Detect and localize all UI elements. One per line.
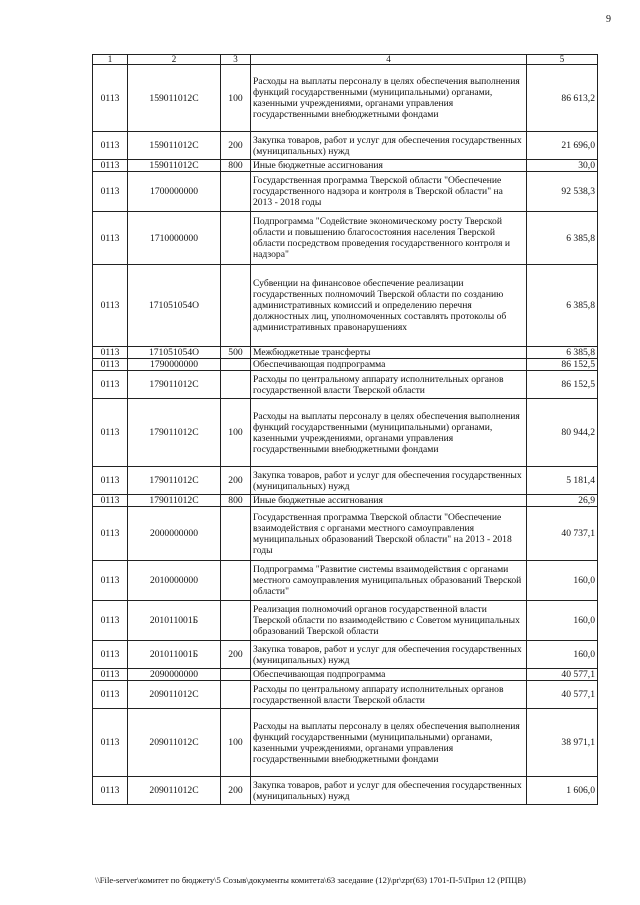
cell-target-code: 201011001Б bbox=[128, 601, 221, 641]
table-row bbox=[93, 467, 598, 495]
budget-table bbox=[92, 54, 598, 805]
cell-target-code: 171051054О bbox=[128, 265, 221, 347]
cell-section: 0113 bbox=[93, 495, 128, 507]
table-row bbox=[93, 507, 598, 561]
cell-section: 0113 bbox=[93, 265, 128, 347]
cell-amount: 92 538,3 bbox=[527, 172, 598, 212]
header-col-5: 5 bbox=[527, 55, 598, 65]
cell-target-code: 179011012С bbox=[128, 371, 221, 399]
cell-section: 0113 bbox=[93, 212, 128, 265]
cell-amount: 86 152,5 bbox=[527, 359, 598, 371]
table-row bbox=[93, 709, 598, 777]
cell-amount: 5 181,4 bbox=[527, 467, 598, 495]
cell-section: 0113 bbox=[93, 507, 128, 561]
cell-name: Межбюджетные трансферты bbox=[251, 347, 527, 359]
table-row bbox=[93, 495, 598, 507]
cell-section: 0113 bbox=[93, 399, 128, 467]
header-col-2: 2 bbox=[128, 55, 221, 65]
cell-name: Закупка товаров, работ и услуг для обеспечения государственных (муниципальных) нужд bbox=[251, 641, 527, 669]
table-row bbox=[93, 669, 598, 681]
cell-amount: 160,0 bbox=[527, 641, 598, 669]
cell-name: Подпрограмма "Содействие экономическому росту Тверской области и повышению благосостояния населения Тверской области посредством проведения государственного контроля и надзора" bbox=[251, 212, 527, 265]
cell-target-code: 159011012С bbox=[128, 132, 221, 160]
cell-expense-type bbox=[221, 681, 251, 709]
cell-expense-type: 800 bbox=[221, 495, 251, 507]
cell-section: 0113 bbox=[93, 601, 128, 641]
header-col-3: 3 bbox=[221, 55, 251, 65]
cell-section: 0113 bbox=[93, 132, 128, 160]
cell-name: Расходы по центральному аппарату исполнительных органов государственной власти Тверской области bbox=[251, 371, 527, 399]
cell-expense-type bbox=[221, 172, 251, 212]
cell-target-code: 209011012С bbox=[128, 709, 221, 777]
cell-amount: 40 577,1 bbox=[527, 681, 598, 709]
cell-name: Расходы по центральному аппарату исполнительных органов государственной власти Тверской области bbox=[251, 681, 527, 709]
cell-section: 0113 bbox=[93, 777, 128, 805]
cell-amount: 6 385,8 bbox=[527, 347, 598, 359]
cell-amount: 86 152,5 bbox=[527, 371, 598, 399]
table-row bbox=[93, 371, 598, 399]
table-row bbox=[93, 681, 598, 709]
cell-name: Государственная программа Тверской области "Обеспечение государственного надзора и контроля в Тверской области" на 2013 - 2018 годы bbox=[251, 172, 527, 212]
cell-expense-type bbox=[221, 601, 251, 641]
cell-expense-type: 500 bbox=[221, 347, 251, 359]
cell-expense-type bbox=[221, 507, 251, 561]
cell-amount: 6 385,8 bbox=[527, 212, 598, 265]
cell-section: 0113 bbox=[93, 641, 128, 669]
cell-target-code: 159011012С bbox=[128, 65, 221, 132]
cell-expense-type: 100 bbox=[221, 65, 251, 132]
table-row bbox=[93, 347, 598, 359]
cell-target-code: 1710000000 bbox=[128, 212, 221, 265]
cell-target-code: 1790000000 bbox=[128, 359, 221, 371]
cell-target-code: 2000000000 bbox=[128, 507, 221, 561]
cell-target-code: 159011012С bbox=[128, 160, 221, 172]
cell-section: 0113 bbox=[93, 359, 128, 371]
table-row bbox=[93, 641, 598, 669]
table-row bbox=[93, 160, 598, 172]
table-row bbox=[93, 212, 598, 265]
table-row bbox=[93, 399, 598, 467]
cell-expense-type bbox=[221, 669, 251, 681]
cell-expense-type bbox=[221, 371, 251, 399]
cell-expense-type: 200 bbox=[221, 641, 251, 669]
cell-section: 0113 bbox=[93, 709, 128, 777]
cell-amount: 6 385,8 bbox=[527, 265, 598, 347]
cell-amount: 21 696,0 bbox=[527, 132, 598, 160]
cell-amount: 160,0 bbox=[527, 561, 598, 601]
cell-target-code: 2090000000 bbox=[128, 669, 221, 681]
cell-name: Подпрограмма "Развитие системы взаимодействия с органами местного самоуправления муниципальных образований Тверской области" bbox=[251, 561, 527, 601]
table-row bbox=[93, 132, 598, 160]
cell-section: 0113 bbox=[93, 172, 128, 212]
table-row bbox=[93, 777, 598, 805]
table-row bbox=[93, 172, 598, 212]
cell-amount: 1 606,0 bbox=[527, 777, 598, 805]
cell-amount: 38 971,1 bbox=[527, 709, 598, 777]
cell-amount: 40 737,1 bbox=[527, 507, 598, 561]
cell-name: Иные бюджетные ассигнования bbox=[251, 160, 527, 172]
cell-name: Реализация полномочий органов государственной власти Тверской области по взаимодействию с Советом муниципальных образований Тверской области bbox=[251, 601, 527, 641]
cell-section: 0113 bbox=[93, 160, 128, 172]
cell-target-code: 179011012С bbox=[128, 399, 221, 467]
cell-target-code: 201011001Б bbox=[128, 641, 221, 669]
cell-section: 0113 bbox=[93, 371, 128, 399]
cell-section: 0113 bbox=[93, 467, 128, 495]
cell-section: 0113 bbox=[93, 681, 128, 709]
cell-name: Закупка товаров, работ и услуг для обеспечения государственных (муниципальных) нужд bbox=[251, 132, 527, 160]
page-number: 9 bbox=[606, 14, 611, 25]
cell-name: Государственная программа Тверской области "Обеспечение взаимодействия с органами местного самоуправления муниципальных образований Тверской области" на 2013 - 2018 годы bbox=[251, 507, 527, 561]
cell-target-code: 179011012С bbox=[128, 467, 221, 495]
cell-name: Расходы на выплаты персоналу в целях обеспечения выполнения функций государственными (муниципальными) органами, казенными учреждениями, органами управления государственными внебюджетными фондами bbox=[251, 709, 527, 777]
cell-expense-type bbox=[221, 561, 251, 601]
cell-name: Обеспечивающая подпрограмма bbox=[251, 669, 527, 681]
cell-expense-type: 200 bbox=[221, 132, 251, 160]
cell-expense-type: 100 bbox=[221, 709, 251, 777]
cell-name: Иные бюджетные ассигнования bbox=[251, 495, 527, 507]
cell-section: 0113 bbox=[93, 561, 128, 601]
footer-file-path: \\File-server\комитет по бюджету\5 Созыв\документы комитета\63 заседание (12)\pr\zpr(63) 1701-П-5\Прил 12 (РПЦВ) bbox=[95, 875, 526, 885]
table-row bbox=[93, 561, 598, 601]
table-header-row bbox=[93, 55, 598, 65]
table-row bbox=[93, 265, 598, 347]
header-col-4: 4 bbox=[251, 55, 527, 65]
cell-name: Субвенции на финансовое обеспечение реализации государственных полномочий Тверской области по созданию административных комиссий и определению перечня должностных лиц, уполномоченных составлять протоколы об административных правонарушениях bbox=[251, 265, 527, 347]
cell-expense-type bbox=[221, 265, 251, 347]
cell-name: Обеспечивающая подпрограмма bbox=[251, 359, 527, 371]
cell-target-code: 179011012С bbox=[128, 495, 221, 507]
cell-target-code: 209011012С bbox=[128, 777, 221, 805]
cell-expense-type: 200 bbox=[221, 777, 251, 805]
cell-target-code: 171051054О bbox=[128, 347, 221, 359]
cell-name: Расходы на выплаты персоналу в целях обеспечения выполнения функций государственными (муниципальными) органами, казенными учреждениями, органами управления государственными внебюджетными фондами bbox=[251, 65, 527, 132]
cell-expense-type: 200 bbox=[221, 467, 251, 495]
cell-amount: 86 613,2 bbox=[527, 65, 598, 132]
cell-section: 0113 bbox=[93, 669, 128, 681]
cell-section: 0113 bbox=[93, 347, 128, 359]
cell-target-code: 209011012С bbox=[128, 681, 221, 709]
table-row bbox=[93, 359, 598, 371]
table-row bbox=[93, 601, 598, 641]
cell-section: 0113 bbox=[93, 65, 128, 132]
cell-name: Закупка товаров, работ и услуг для обеспечения государственных (муниципальных) нужд bbox=[251, 467, 527, 495]
cell-amount: 26,9 bbox=[527, 495, 598, 507]
cell-expense-type: 100 bbox=[221, 399, 251, 467]
cell-name: Закупка товаров, работ и услуг для обеспечения государственных (муниципальных) нужд bbox=[251, 777, 527, 805]
cell-expense-type bbox=[221, 212, 251, 265]
cell-target-code: 1700000000 bbox=[128, 172, 221, 212]
header-col-1: 1 bbox=[93, 55, 128, 65]
cell-target-code: 2010000000 bbox=[128, 561, 221, 601]
cell-expense-type bbox=[221, 359, 251, 371]
cell-name: Расходы на выплаты персоналу в целях обеспечения выполнения функций государственными (муниципальными) органами, казенными учреждениями, органами управления государственными внебюджетными фондами bbox=[251, 399, 527, 467]
cell-amount: 30,0 bbox=[527, 160, 598, 172]
cell-amount: 160,0 bbox=[527, 601, 598, 641]
cell-amount: 40 577,1 bbox=[527, 669, 598, 681]
cell-expense-type: 800 bbox=[221, 160, 251, 172]
table-row bbox=[93, 65, 598, 132]
cell-amount: 80 944,2 bbox=[527, 399, 598, 467]
